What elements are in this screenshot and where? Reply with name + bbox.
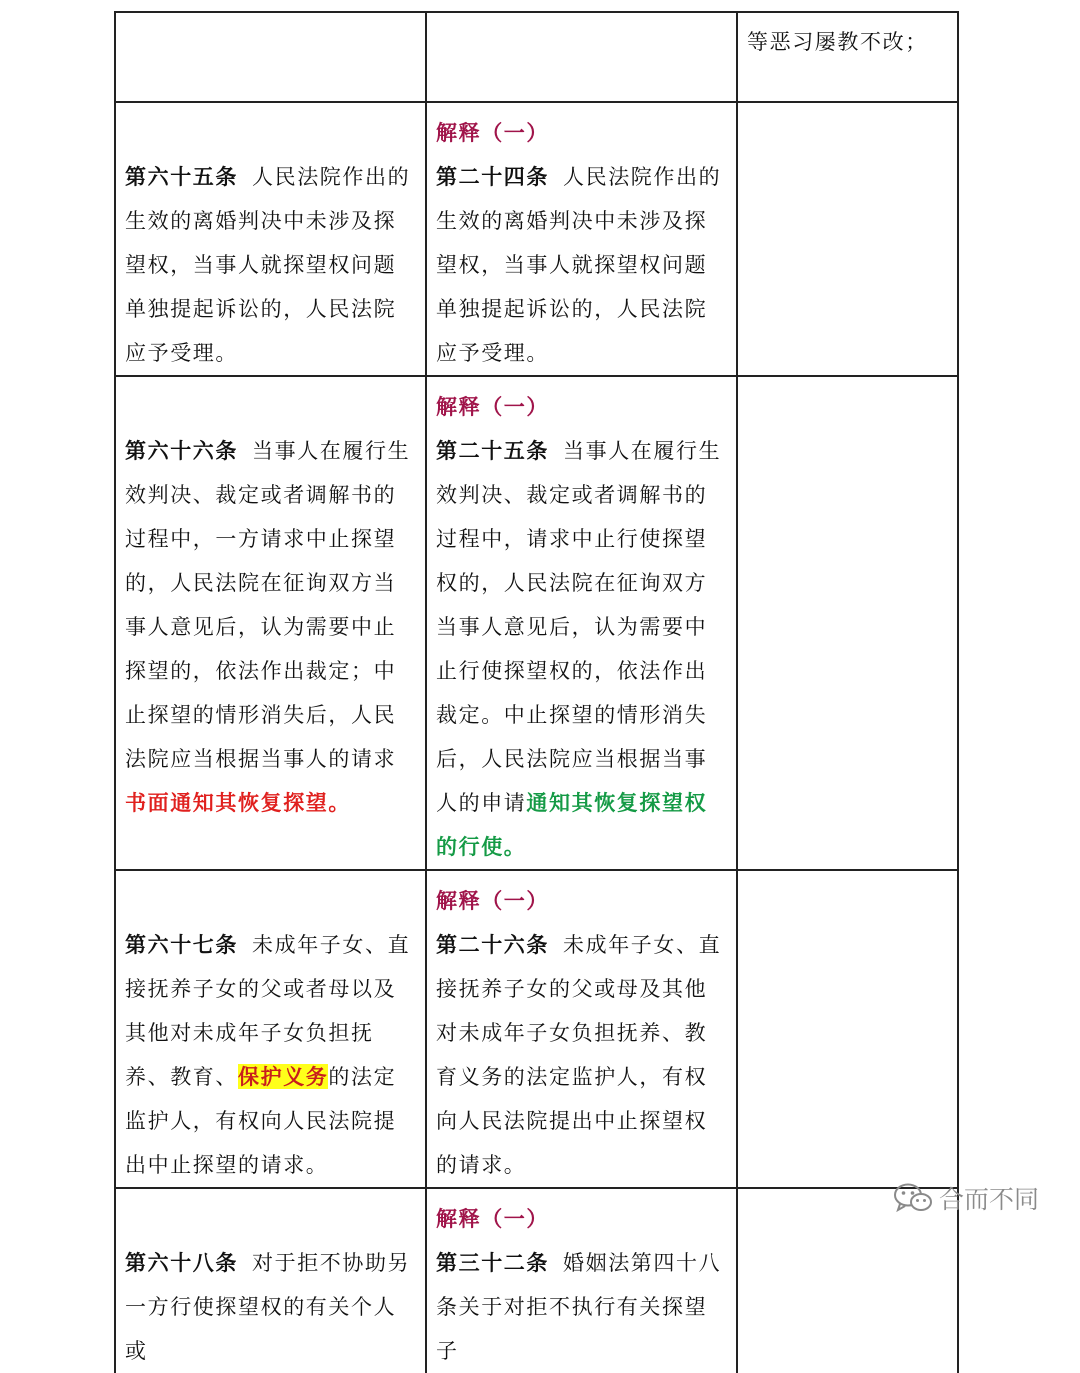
cell-old-law [115,12,426,102]
article-text-cont: 的法定监护人，有权向人民法院提出中止探望的请求。 [125,1065,397,1177]
article-text: 婚姻法第四十八条关于对拒不执行有关探望子 [436,1251,722,1363]
cell-interpretation [426,376,737,870]
article-number: 第二十五条 [436,439,549,463]
cell-note [737,376,958,870]
article-number: 第六十六条 [125,439,238,463]
table-row [115,376,958,870]
article-text: 对于拒不协助另一方行使探望权的有关个人或 [125,1251,411,1363]
table-row [115,1188,958,1373]
changed-text: 通知其恢复探望权的行使。 [436,790,708,859]
article-text: 人民法院作出的生效的离婚判决中未涉及探望权，当事人就探望权问题单独提起诉讼的，人民法院应予受理。 [436,165,722,365]
article-number: 第二十六条 [436,933,549,957]
table-row [115,12,958,102]
watermark-text: 合而不同 [939,1185,1040,1214]
interpretation-heading: 解释（一） [436,120,549,145]
cell-interpretation [426,12,737,102]
interpretation-heading: 解释（一） [436,1206,549,1231]
article-text: 当事人在履行生效判决、裁定或者调解书的过程中，一方请求中止探望的，人民法院在征询双方当事人意见后，认为需要中止探望的，依法作出裁定；中止探望的情形消失后，人民法院应当根据当事人的请求 [125,439,411,771]
interpretation-heading: 解释（一） [436,888,549,913]
article-number: 第六十七条 [125,933,238,957]
cell-note [737,870,958,1188]
cell-interpretation [426,870,737,1188]
cell-interpretation [426,102,737,376]
highlighted-text: 保护义务 [238,1064,329,1089]
interpretation-heading: 解释（一） [436,394,549,419]
law-comparison-table [114,11,959,1373]
article-number: 第六十五条 [125,165,238,189]
article-number: 第六十八条 [125,1251,238,1275]
watermark [893,1180,1039,1216]
article-number: 第三十二条 [436,1251,549,1275]
wechat-icon [893,1182,933,1214]
cell-note [737,102,958,376]
article-number: 第二十四条 [436,165,549,189]
article-text: 人民法院作出的生效的离婚判决中未涉及探望权，当事人就探望权问题单独提起诉讼的，人民法院应予受理。 [125,165,411,365]
table-row [115,102,958,376]
cell-old-law [115,1188,426,1373]
cell-old-law [115,102,426,376]
article-text: 当事人在履行生效判决、裁定或者调解书的过程中，请求中止行使探望权的，人民法院在征询双方当事人意见后，认为需要中止行使探望权的，依法作出裁定。中止探望的情形消失后，人民法院应当根据当事人的申请 [436,439,722,815]
article-text: 未成年子女、直接抚养子女的父或母及其他对未成年子女负担抚养、教育义务的法定监护人，有权向人民法院提出中止探望权的请求。 [436,933,722,1177]
article-text: 未成年子女、直接抚养子女的父或者母以及其他对未成年子女负担抚养、教育、 [125,933,411,1089]
cell-interpretation [426,1188,737,1373]
cell-old-law [115,376,426,870]
changed-text: 书面通知其恢复探望。 [125,790,351,815]
cell-old-law [115,870,426,1188]
note-text: 等恶习屡教不改； [747,30,928,54]
cell-note [737,12,958,102]
table-row [115,870,958,1188]
